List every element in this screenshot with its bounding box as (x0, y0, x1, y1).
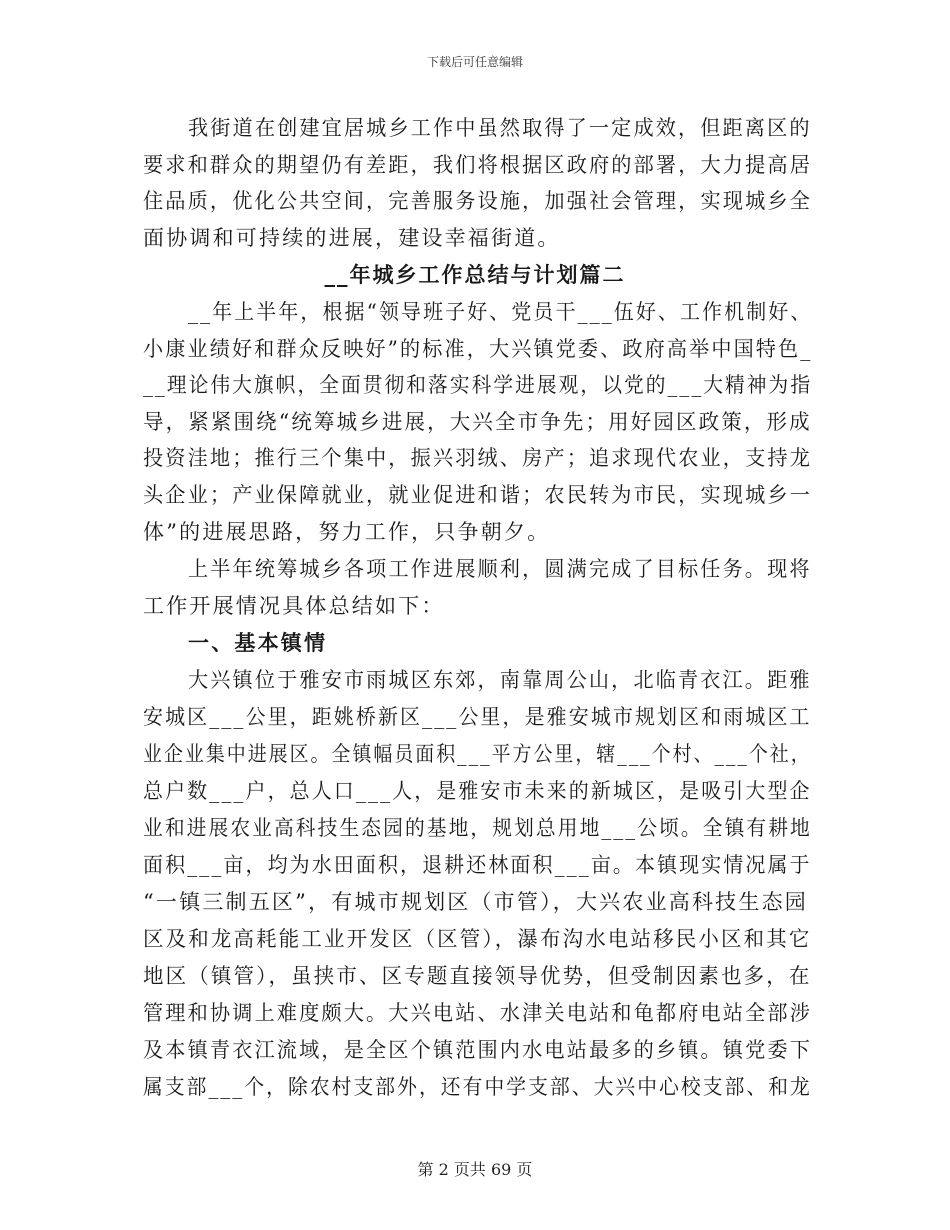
paragraph-line: 地区（镇管），虽挟市、区专题直接领导优势，但受制因素也多，在 (143, 964, 812, 988)
paragraph-line: 安城区___公里，距姚桥新区___公里，是雅安城市规划区和雨城区工 (143, 705, 812, 729)
paragraph-line: 体”的进展思路，努力工作，只争朝夕。 (143, 520, 551, 544)
paragraph-line: 我街道在创建宜居城乡工作中虽然取得了一定成效，但距离区的 (188, 116, 812, 140)
paragraph-line: 面积___亩，均为水田面积，退耕还林面积___亩。本镇现实情况属于 (143, 853, 812, 877)
paragraph-line: 业和进展农业高科技生态园的基地，规划总用地___公顷。全镇有耕地 (143, 816, 812, 840)
paragraph-line: 大兴镇位于雅安市雨城区东郊，南靠周公山，北临青衣江。距雅 (188, 668, 812, 692)
paragraph-line: 住品质，优化公共空间，完善服务设施，加强社会管理，实现城乡全 (143, 189, 812, 213)
paragraph-line: 导，紧紧围绕“统筹城乡进展，大兴全市争先；用好园区政策，形成 (143, 410, 812, 434)
section-title: __年城乡工作总结与计划篇二 (324, 262, 626, 287)
paragraph-line: 要求和群众的期望仍有差距，我们将根据区政府的部署，大力提高居 (143, 153, 812, 177)
paragraph-line: 投资洼地；推行三个集中，振兴羽绒、房产；追求现代农业，支持龙 (143, 446, 812, 470)
paragraph-line: 属支部___个，除农村支部外，还有中学支部、大兴中心校支部、和龙 (143, 1075, 812, 1099)
paragraph-line: 面协调和可持续的进展，建设幸福街道。 (143, 226, 561, 250)
paragraph-line: 管理和协调上难度颇大。大兴电站、水津关电站和龟都府电站全部涉 (143, 1001, 812, 1025)
paragraph-line: 区及和龙高耗能工业开发区（区管），瀑布沟水电站移民小区和其它 (143, 927, 812, 951)
paragraph-line: “一镇三制五区”，有城市规划区（市管），大兴农业高科技生态园 (143, 890, 808, 914)
paragraph-line: __年上半年，根据“领导班子好、党员干___伍好、工作机制好、 (188, 300, 813, 324)
paragraph-line: 工作开展情况具体总结如下： (143, 594, 445, 618)
page-header: 下载后可任意编辑 (426, 55, 523, 69)
paragraph-line: 头企业；产业保障就业，就业促进和谐；农民转为市民，实现城乡一 (143, 483, 812, 507)
paragraph-line: 小康业绩好和群众反映好”的标准，大兴镇党委、政府高举中国特色_ (143, 337, 813, 361)
paragraph-line: 总户数___户，总人口___人，是雅安市未来的新城区，是吸引大型企 (143, 779, 812, 803)
paragraph-line: 及本镇青衣江流域，是全区个镇范围内水电站最多的乡镇。镇党委下 (143, 1038, 812, 1062)
paragraph-line: 业企业集中进展区。全镇幅员面积___平方公里，辖___个村、___个社， (143, 742, 812, 766)
paragraph-line: 上半年统筹城乡各项工作进展顺利，圆满完成了目标任务。现将 (188, 557, 812, 581)
page-footer: 第 2 页共 69 页 (417, 1160, 533, 1179)
paragraph-line: __理论伟大旗帜，全面贯彻和落实科学进展观，以党的___大精神为指 (143, 373, 813, 397)
subsection-heading: 一、基本镇情 (188, 630, 328, 655)
